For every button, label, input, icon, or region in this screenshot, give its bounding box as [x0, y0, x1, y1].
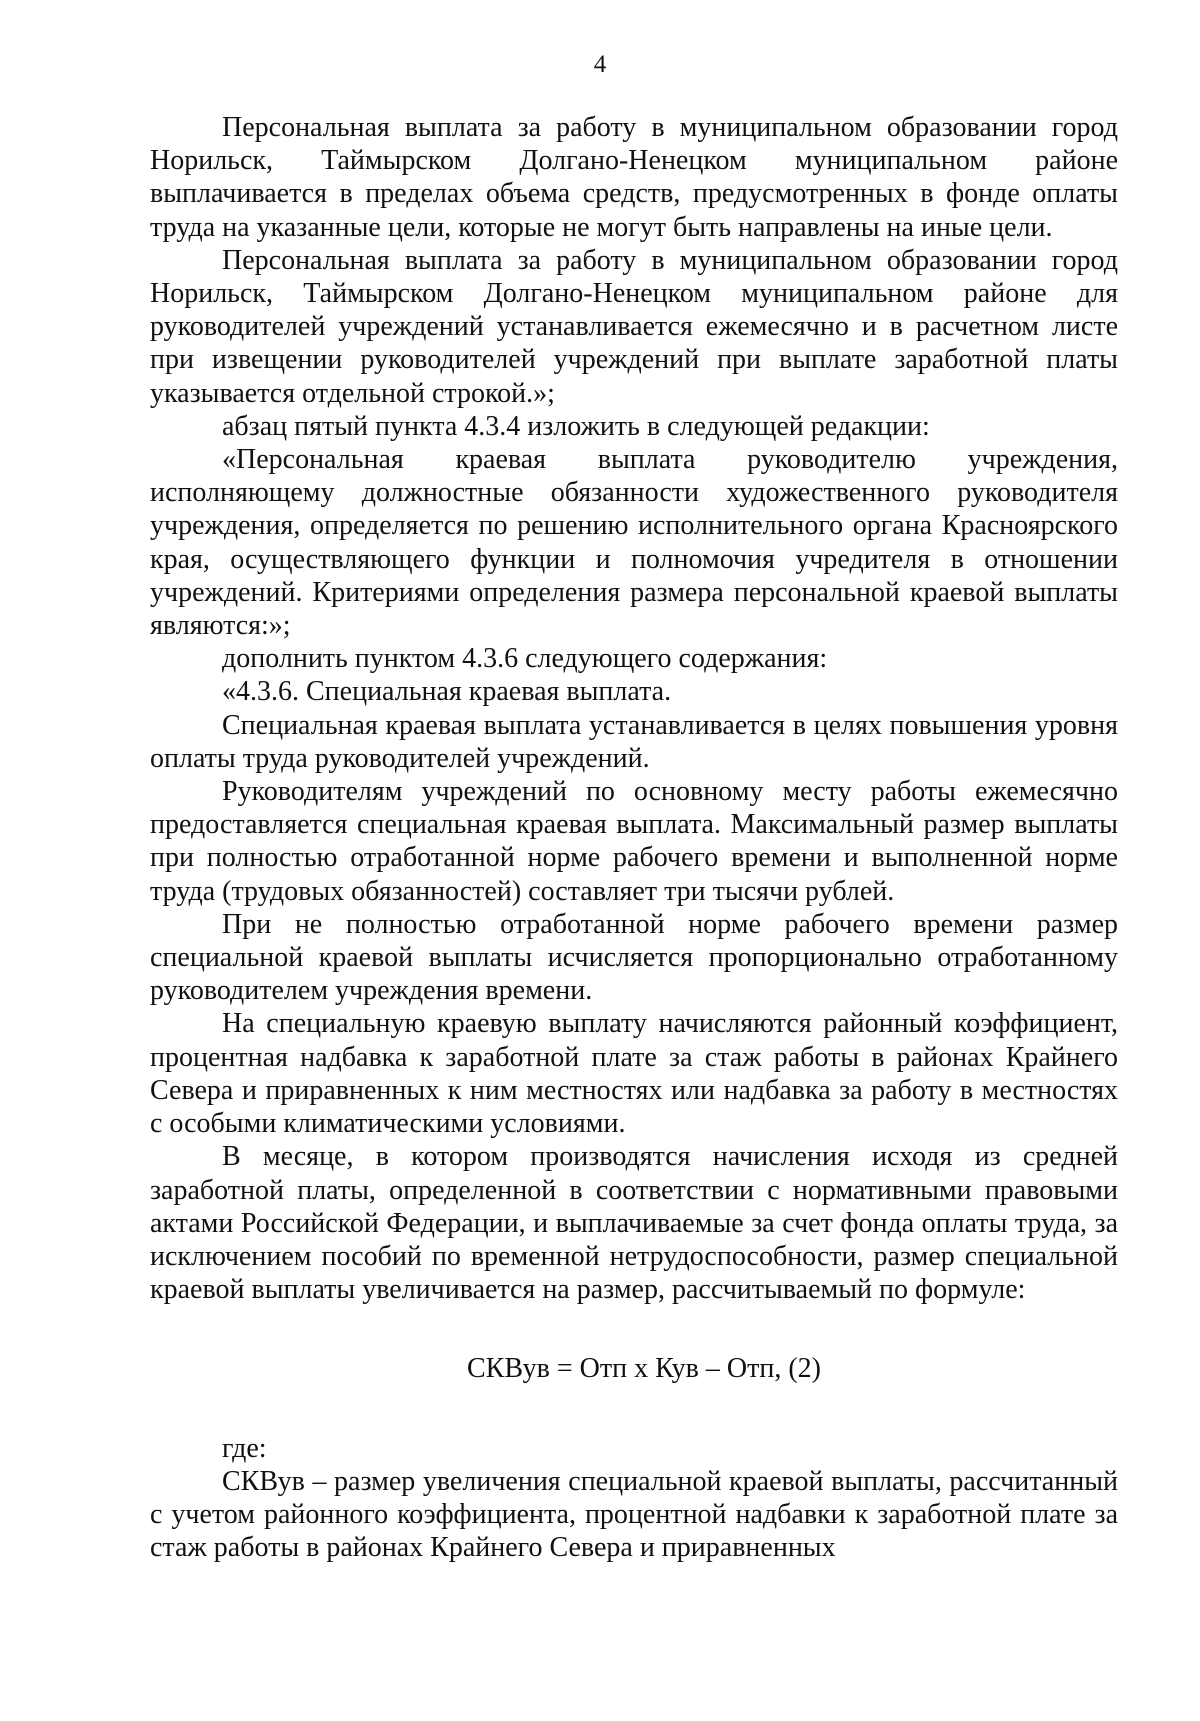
where-label: где:: [222, 1432, 267, 1464]
paragraph: «4.3.6. Специальная краевая выплата.: [222, 676, 672, 708]
document-body: [150, 111, 1118, 1564]
paragraph: Персональная выплата за работу в муниципальном образовании город Норильск, Таймырском Долгано-Ненецком муниципальном районе для руководителей учреждений устанавливается ежемесячно и в расчетном листе при извещении руководителей учреждений при выплате заработной платы указывается отдельной строкой.»;: [150, 244, 1118, 409]
paragraph: Руководителям учреждений по основному месту работы ежемесячно предоставляется специальная краевая выплата. Максимальный размер выплаты при полностью отработанной норме рабочего времени и выполненной норме труда (трудовых обязанностей) составляет три тысячи рублей.: [150, 776, 1118, 907]
paragraph: абзац пятый пункта 4.3.4 изложить в следующей редакции:: [222, 410, 930, 442]
paragraph: Персональная выплата за работу в муниципальном образовании город Норильск, Таймырском Долгано-Ненецком муниципальном районе выплачивается в пределах объема средств, предусмотренных в фонде оплаты труда на указанные цели, которые не могут быть направлены на иные цели.: [150, 112, 1118, 243]
formula: СКВув = Отп х Кув – Отп, (2): [467, 1353, 821, 1385]
paragraph: дополнить пунктом 4.3.6 следующего содержания:: [222, 643, 828, 675]
paragraph: В месяце, в котором производятся начисления исходя из средней заработной платы, определенной в соответствии с нормативными правовыми актами Российской Федерации, и выплачиваемые за счет фонда оплаты труда, за исключением пособий по временной нетрудоспособности, размер специальной краевой выплаты увеличивается на размер, рассчитываемый по формуле:: [150, 1141, 1118, 1306]
page-number: 4: [593, 51, 607, 78]
paragraph: «Персональная краевая выплата руководителю учреждения, исполняющему должностные обязанности художественного руководителя учреждения, определяется по решению исполнительного органа Красноярского края, осуществляющего функции и полномочия учредителя в отношении учреждений. Критериями определения размера персональной краевой выплаты являются:»;: [150, 444, 1118, 642]
paragraph: На специальную краевую выплату начисляются районный коэффициент, процентная надбавка к заработной плате за стаж работы в районах Крайнего Севера и приравненных к ним местностях или надбавка за работу в местностях с особыми климатическими условиями.: [150, 1008, 1118, 1140]
paragraph: Специальная краевая выплата устанавливается в целях повышения уровня оплаты труда руководителей учреждений.: [150, 709, 1118, 774]
definition-paragraph: СКВув – размер увеличения специальной краевой выплаты, рассчитанный с учетом районного коэффициента, процентной надбавки к заработной плате за стаж работы в районах Крайнего Севера и приравненных: [150, 1465, 1118, 1564]
paragraph: При не полностью отработанной норме рабочего времени размер специальной краевой выплаты исчисляется пропорционально отработанному руководителем учреждения времени.: [150, 908, 1118, 1007]
